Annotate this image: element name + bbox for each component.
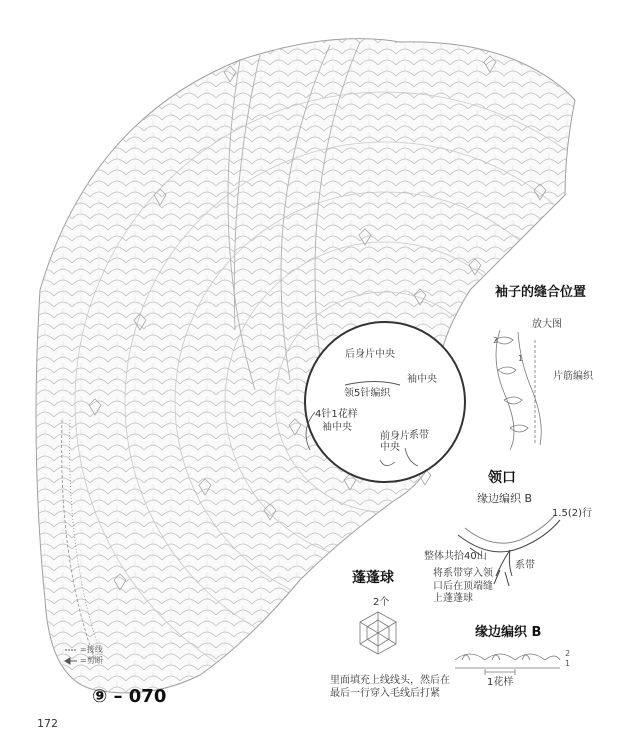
- pompom-title: 蓬蓬球: [352, 570, 394, 586]
- pattern-number: ⑨ – 070: [92, 686, 167, 707]
- page-number: 172: [37, 717, 58, 730]
- front-center-label: 前身片 中央: [380, 431, 410, 453]
- ribbon-circle-label: 系带: [409, 430, 429, 441]
- stitch-pattern-label: 4针1花样: [315, 409, 358, 420]
- collar-note: 将系带穿入领 口后在顶端缝 上蓬蓬球: [433, 568, 493, 604]
- back-center-label: 后身片中央: [345, 349, 395, 360]
- edge-b-title: 缘边编织 B: [475, 625, 542, 640]
- collar-title: 领口: [488, 470, 516, 486]
- collar-rows: 1.5(2)行: [552, 508, 593, 519]
- needle-label: 片筋编织: [553, 371, 593, 382]
- sleeve-center-right-label: 袖中央: [407, 374, 437, 385]
- enlarged-label: 放大图: [532, 319, 562, 330]
- pompom-diagram: [360, 612, 396, 654]
- edge-b-row-1: 1: [565, 659, 571, 668]
- edge-b-row-2: 2: [565, 649, 571, 658]
- collar-ribbon: 系带: [515, 560, 535, 571]
- collar-rows-label: 领5针编织: [344, 388, 391, 399]
- sleeve-seam-detail: [495, 330, 541, 450]
- seam-num-2: 2: [493, 336, 499, 345]
- collar-subtitle: 缘边编织 B: [477, 492, 533, 505]
- seam-num-1: 1: [518, 354, 524, 363]
- edge-b-diagram: [455, 654, 560, 675]
- sleeve-seam-title: 袖子的缝合位置: [495, 285, 587, 300]
- pompom-note: 里面填充上线线头，然后在 最后一行穿入毛线后打紧: [330, 675, 450, 699]
- pompom-count: 2个: [373, 597, 390, 608]
- edge-b-repeat: 1花样: [487, 677, 514, 688]
- legend-cut: =剪断: [80, 656, 103, 665]
- sleeve-center-left-label: 袖中央: [322, 422, 352, 433]
- collar-pickup: 整体共拾40山: [424, 551, 487, 562]
- neck-opening: [305, 322, 465, 482]
- legend-join: =接线: [80, 645, 103, 654]
